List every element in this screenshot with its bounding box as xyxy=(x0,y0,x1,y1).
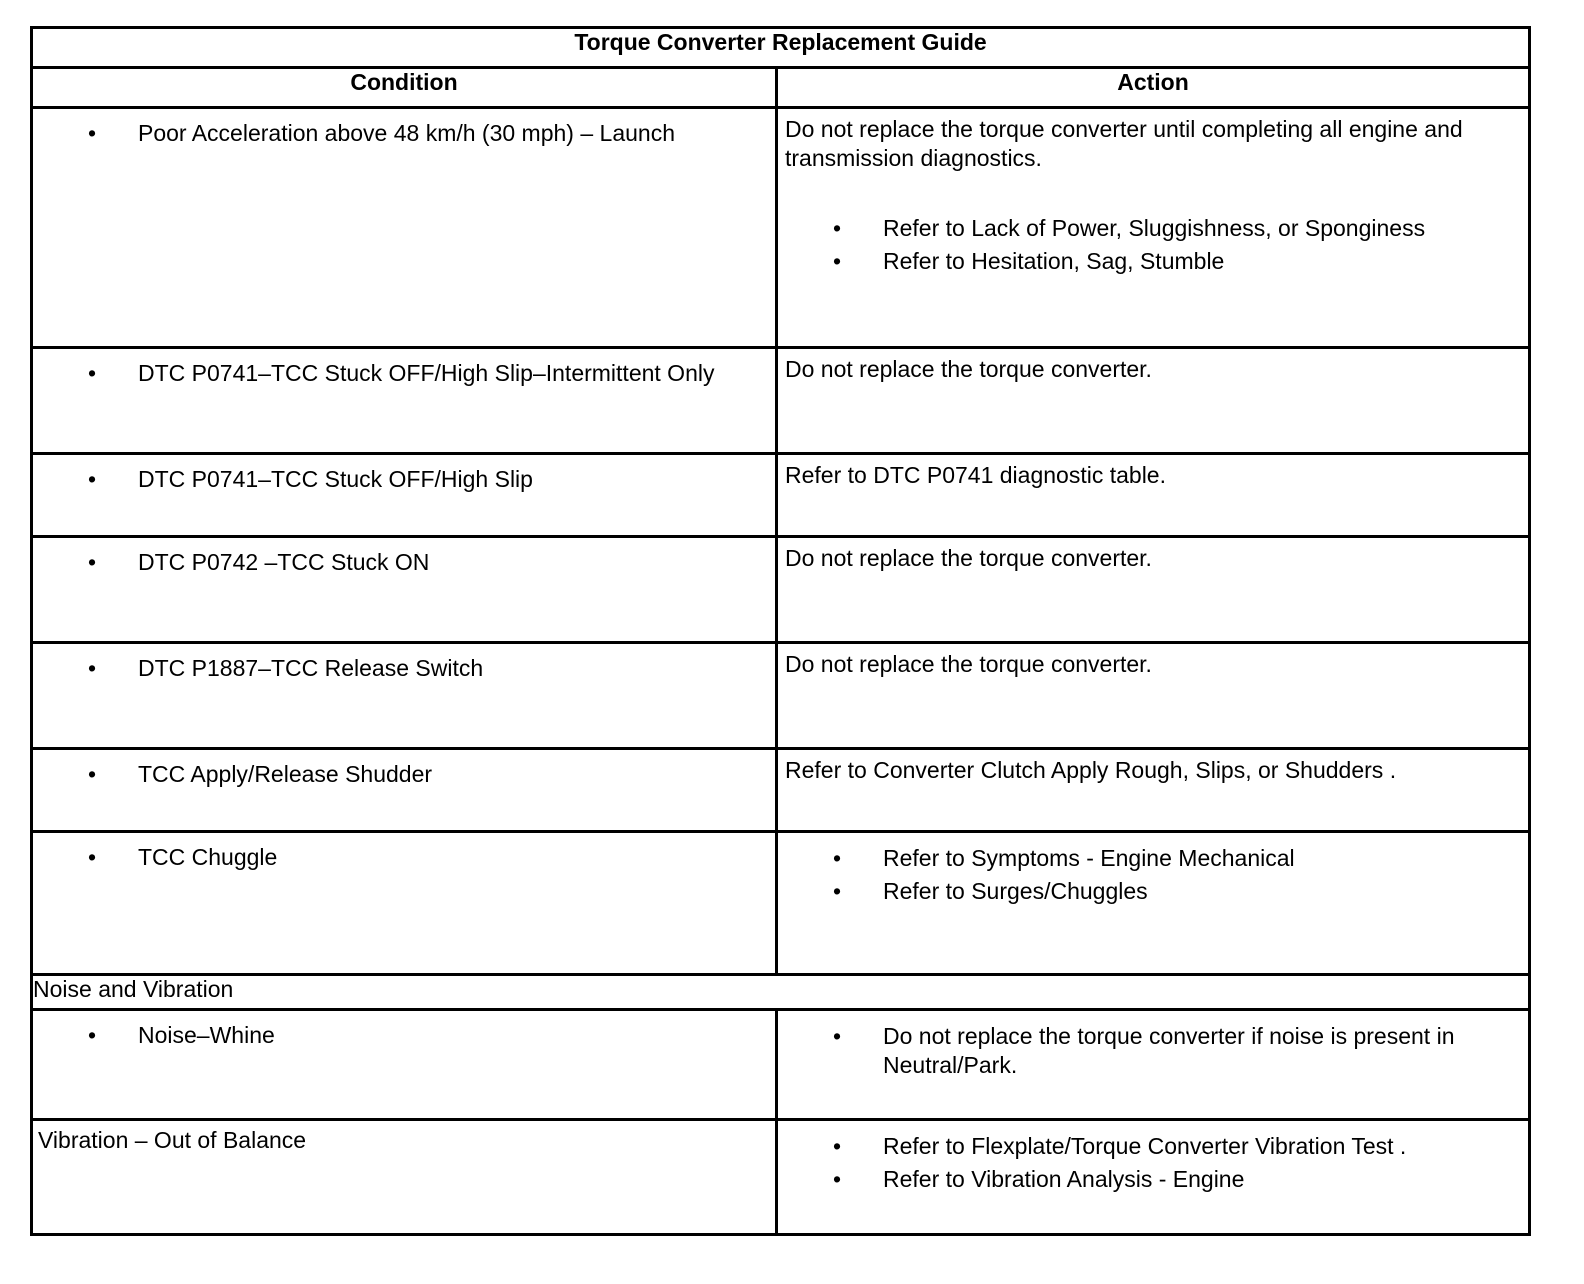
condition-cell xyxy=(32,832,777,975)
condition-text: • Noise–Whine xyxy=(33,1022,775,1049)
condition-cell xyxy=(32,749,777,832)
section-row xyxy=(32,975,1530,1010)
section-label: Noise and Vibration xyxy=(32,975,1530,1010)
condition-cell xyxy=(32,108,777,348)
condition-text: Vibration – Out of Balance xyxy=(38,1127,307,1153)
condition-text: • DTC P0741–TCC Stuck OFF/High Slip–Intermittent Only xyxy=(33,360,775,387)
table-row xyxy=(32,832,1530,975)
action-bullet: • Refer to Lack of Power, Sluggishness, or Sponginess xyxy=(778,214,1528,243)
action-bullet: • Refer to Vibration Analysis - Engine xyxy=(778,1165,1528,1194)
action-cell xyxy=(777,1120,1530,1235)
table-row xyxy=(32,348,1530,454)
condition-cell xyxy=(32,1120,777,1235)
table-row xyxy=(32,454,1530,537)
condition-cell xyxy=(32,454,777,537)
action-text: Refer to DTC P0741 diagnostic table. xyxy=(785,462,1166,488)
table-row xyxy=(32,643,1530,749)
action-bullet: • Refer to Flexplate/Torque Converter Vibration Test . xyxy=(778,1132,1528,1161)
condition-cell xyxy=(32,643,777,749)
action-cell xyxy=(777,537,1530,643)
action-cell xyxy=(777,1010,1530,1120)
action-cell xyxy=(777,348,1530,454)
action-text: Do not replace the torque converter until completing all engine and transmission diagnostics. xyxy=(785,116,1463,171)
torque-converter-table xyxy=(30,26,1531,1236)
table-row xyxy=(32,749,1530,832)
condition-cell xyxy=(32,348,777,454)
table-row xyxy=(32,108,1530,348)
action-text: Refer to Converter Clutch Apply Rough, Slips, or Shudders . xyxy=(785,757,1397,783)
action-bullet: • Refer to Surges/Chuggles xyxy=(778,877,1528,906)
condition-cell xyxy=(32,537,777,643)
condition-cell xyxy=(32,1010,777,1120)
condition-text: • DTC P0742 –TCC Stuck ON xyxy=(33,549,775,576)
table-row xyxy=(32,1120,1530,1235)
action-cell xyxy=(777,108,1530,348)
action-cell xyxy=(777,643,1530,749)
condition-text: • Poor Acceleration above 48 km/h (30 mph) – Launch xyxy=(33,120,775,147)
condition-text: • DTC P1887–TCC Release Switch xyxy=(33,655,775,682)
action-header: Action xyxy=(777,68,1530,108)
action-cell xyxy=(777,454,1530,537)
action-text: Do not replace the torque converter. xyxy=(785,651,1152,677)
action-bullet: • Refer to Hesitation, Sag, Stumble xyxy=(778,247,1528,276)
action-text: Do not replace the torque converter. xyxy=(785,545,1152,571)
condition-text: • TCC Chuggle xyxy=(33,844,775,871)
table-title: Torque Converter Replacement Guide xyxy=(32,28,1530,68)
action-bullet: • Refer to Symptoms - Engine Mechanical xyxy=(778,844,1528,873)
action-text: Do not replace the torque converter. xyxy=(785,356,1152,382)
action-cell xyxy=(777,749,1530,832)
action-cell xyxy=(777,832,1530,975)
table-row xyxy=(32,537,1530,643)
action-bullet: • Do not replace the torque converter if noise is present in Neutral/Park. xyxy=(778,1022,1528,1080)
table-row xyxy=(32,1010,1530,1120)
condition-header: Condition xyxy=(32,68,777,108)
condition-text: • TCC Apply/Release Shudder xyxy=(33,761,775,788)
condition-text: • DTC P0741–TCC Stuck OFF/High Slip xyxy=(33,466,775,493)
